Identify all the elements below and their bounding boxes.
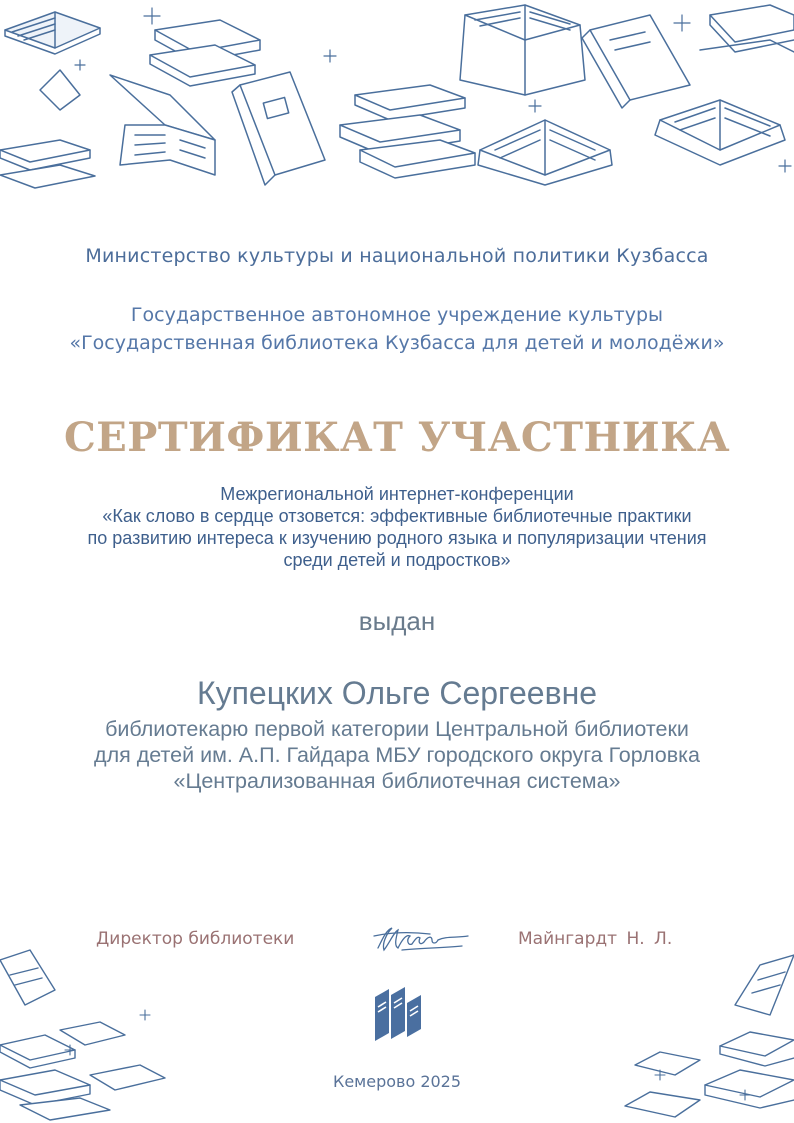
handwritten-signature bbox=[372, 920, 472, 956]
institution-name bbox=[0, 301, 794, 357]
closed-book-icon bbox=[582, 15, 690, 108]
open-book-icon bbox=[460, 5, 585, 95]
open-book-icon bbox=[5, 12, 100, 54]
book-stack-icon bbox=[0, 70, 95, 188]
recipient-position bbox=[0, 716, 794, 794]
institution-line: «Государственная библиотека Кузбасса для детей и молодёжи» bbox=[69, 332, 725, 354]
book-stack-icon bbox=[150, 20, 260, 86]
institution-line: Государственное автономное учреждение культуры bbox=[130, 304, 664, 326]
open-book-icon bbox=[735, 955, 794, 1015]
open-book-icon bbox=[110, 75, 215, 175]
book-stack-icon bbox=[700, 5, 794, 52]
position-line: «Централизованная библиотечная система» bbox=[173, 769, 621, 793]
recipient-name: Купецких Ольге Сергеевне bbox=[196, 675, 598, 711]
closed-book-icon bbox=[232, 72, 325, 185]
conference-line: среди детей и подростков» bbox=[283, 550, 511, 570]
library-logo bbox=[371, 985, 423, 1043]
book-stack-icon bbox=[340, 85, 475, 178]
conference-line: по развитию интереса к изучению родного языка и популяризации чтения bbox=[87, 528, 707, 548]
open-book-icon bbox=[478, 120, 612, 185]
issued-label: выдан bbox=[358, 606, 436, 636]
sparkle-icon bbox=[65, 1010, 150, 1055]
city-and-year: Кемерово 2025 bbox=[332, 1072, 462, 1091]
conference-line: Межрегиональной интернет-конференции bbox=[220, 484, 574, 504]
ministry-name: Министерство культуры и национальной политики Кузбасса bbox=[85, 245, 709, 267]
conference-line: «Как слово в сердце отзовется: эффективные библиотечные практики bbox=[102, 506, 692, 526]
position-line: библиотекарю первой категории Центральной библиотеки bbox=[105, 717, 689, 741]
book-stack-icon bbox=[0, 1022, 165, 1120]
signatory-role: Директор библиотеки bbox=[96, 929, 295, 949]
position-line: для детей им. А.П. Гайдара МБУ городского округа Горловка bbox=[94, 743, 700, 767]
signatory-name: Майнгардт Н. Л. bbox=[518, 929, 673, 949]
open-book-icon bbox=[655, 100, 785, 165]
open-book-icon bbox=[0, 950, 55, 1005]
certificate-title: СЕРТИФИКАТ УЧАСТНИКА bbox=[63, 414, 731, 461]
conference-description bbox=[0, 483, 794, 571]
books-header-illustration bbox=[0, 0, 794, 200]
